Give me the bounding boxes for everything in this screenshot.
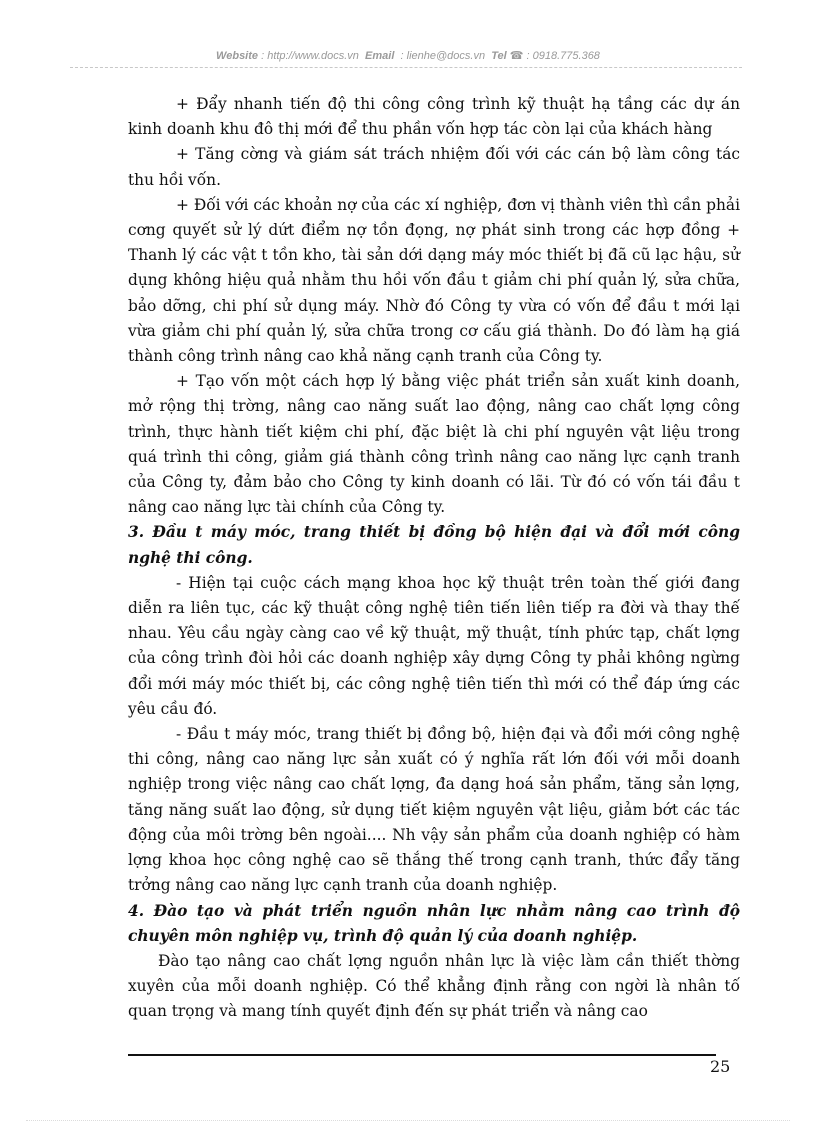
page-number: 25: [710, 1057, 731, 1076]
paragraph: + Tăng cờng và giám sát trách nhiệm đối với các cán bộ làm công tác thu hồi vốn.: [128, 145, 740, 189]
paragraph: + Đẩy nhanh tiến độ thi công công trình kỹ thuật hạ tầng các dự án kinh doanh khu đô thị mới để thu phần vốn hợp tác còn lại của khách hàng: [128, 95, 740, 139]
paragraph: - Hiện tại cuộc cách mạng khoa học kỹ thuật trên toàn thế giới đang diễn ra liên tục, các kỹ thuật công nghệ tiên tiến liên tiếp ra đời và thay thế nhau. Yêu cầu ngày càng cao về kỹ thuật, mỹ thuật, tính phức tạp, chất lợng của công trình đòi hỏi các doanh nghiệp xây dựng Công ty phải không ngừng đổi mới máy móc thiết bị, các công nghệ tiên tiến thì mới có thể đáp ứng các yêu cầu đó.: [128, 573, 740, 718]
paragraph: - Đầu t máy móc, trang thiết bị đồng bộ, hiện đại và đổi mới công nghệ thi công, nâng cao năng lực sản xuất có ý nghĩa rất lớn đối với mỗi doanh nghiệp trong việc nâng cao chất lợng, đa dạng hoá sản phẩm, tăng sản lợng, tăng năng suất lao động, sử dụng tiết kiệm nguyên vật liệu, giảm bớt các tác động của môi trờng bên ngoài.... Nh vậy sản phẩm của doanh nghiệp có hàm lợng khoa học công nghệ cao sẽ thắng thế trong cạnh tranh, thức đẩy tăng trởng nâng cao năng lực cạnh tranh của doanh nghiệp.: [128, 725, 740, 895]
document-body: [128, 92, 740, 1025]
email-value: : lienhe@docs.vn: [400, 50, 486, 62]
website-label: Website: [216, 50, 259, 62]
section-4-heading: 4. Đào tạo và phát triển nguồn nhân lực nhằm nâng cao trình độ chuyên môn nghiệp vụ, trình độ quản lý của doanh nghiệp.: [128, 901, 740, 945]
tel-value: ☎ : 0918.775.368: [509, 50, 600, 62]
paragraph: + Đối với các khoản nợ của các xí nghiệp, đơn vị thành viên thì cần phải cơng quyết sử lý dứt điểm nợ tồn đọng, nợ phát sinh trong các hợp đồng + Thanh lý các vật t tồn kho, tài sản dới dạng máy móc thiết bị đã cũ lạc hậu, sử dụng không hiệu quả nhằm thu hồi vốn đầu t giảm chi phí quản lý, sửa chữa, bảo dỡng, chi phí sử dụng máy. Nhờ đó Công ty vừa có vốn để đầu t mới lại vừa giảm chi phí quản lý, sửa chữa trong cơ cấu giá thành. Do đó làm hạ giá thành công trình nâng cao khả năng cạnh tranh của Công ty.: [128, 195, 740, 366]
tel-label: Tel: [491, 50, 507, 62]
header-divider: [70, 67, 742, 68]
footer-divider: [128, 1054, 716, 1056]
email-label: Email: [365, 50, 395, 62]
page-edge: [26, 1120, 790, 1121]
paragraph: Đào tạo nâng cao chất lợng nguồn nhân lực là việc làm cần thiết thờng xuyên của mỗi doanh nghiệp. Có thể khẳng định rằng con ngời là nhân tố quan trọng và mang tính quyết định đến sự phát triển và nâng cao: [128, 951, 740, 1021]
page-header: [0, 49, 816, 62]
section-3-heading: 3. Đầu t máy móc, trang thiết bị đồng bộ hiện đại và đổi mới công nghệ thi công.: [128, 523, 740, 567]
website-value: : http://www.docs.vn: [261, 50, 359, 62]
paragraph: + Tạo vốn một cách hợp lý bằng việc phát triển sản xuất kinh doanh, mở rộng thị trờng, nâng cao năng suất lao động, nâng cao chất lợng công trình, thực hành tiết kiệm chi phí, đặc biệt là chi phí nguyên vật liệu trong quá trình thi công, giảm giá thành công trình nâng cao năng lực cạnh tranh của Công ty, đảm bảo cho Công ty kinh doanh có lãi. Từ đó có vốn tái đầu t nâng cao năng lực tài chính của Công ty.: [128, 372, 740, 517]
